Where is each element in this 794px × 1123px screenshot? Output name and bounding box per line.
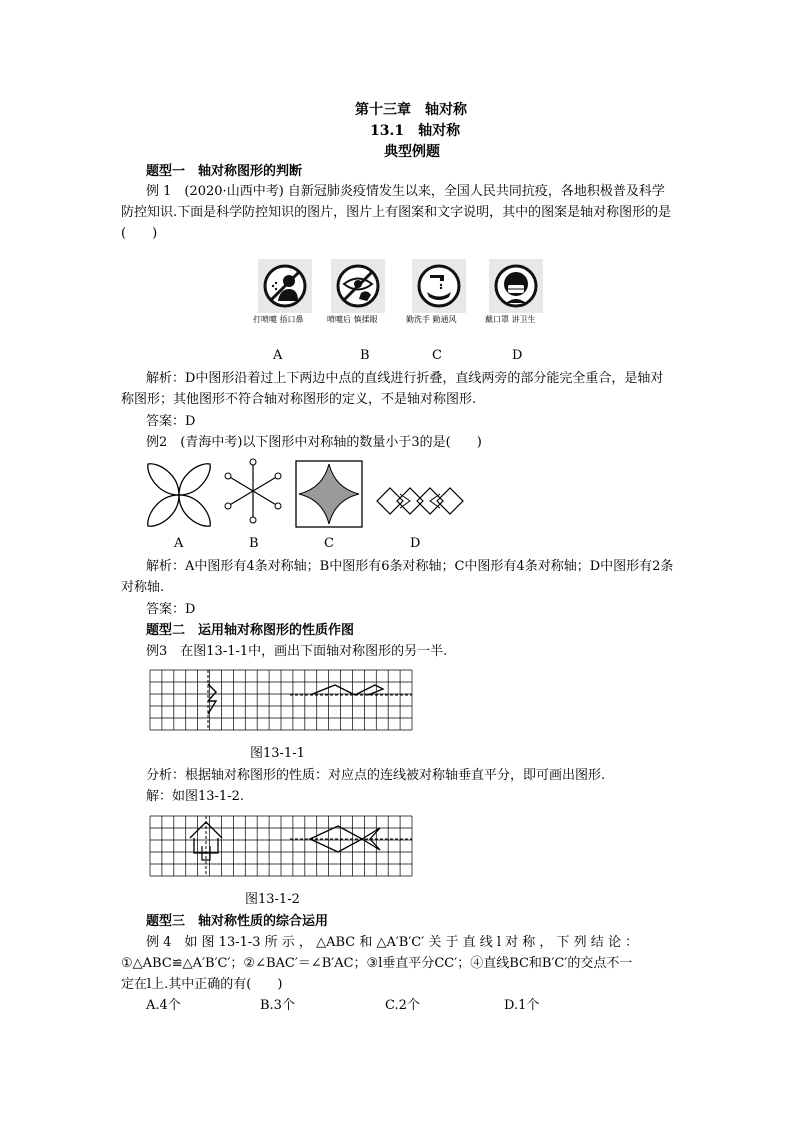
ex4-line3: 定在l上.其中正确的有( ) bbox=[121, 977, 283, 992]
icon-caption: 喷嚏后 慎揉眼 bbox=[327, 315, 378, 324]
option-label: B bbox=[249, 536, 259, 551]
grid-figure-2 bbox=[150, 816, 412, 876]
no-touch-eye-icon bbox=[331, 259, 385, 313]
option-label: A.4个 bbox=[146, 998, 181, 1013]
grid-figure-1 bbox=[150, 670, 412, 730]
option-label: C bbox=[432, 348, 442, 363]
type1-title: 题型一 轴对称图形的判断 bbox=[146, 164, 303, 179]
icon-caption: 戴口罩 讲卫生 bbox=[485, 315, 536, 324]
chapter-title: 第十三章 轴对称 bbox=[355, 102, 467, 118]
ex2-analysis: 解析：A中图形有4条对称轴；B中图形有6条对称轴；C中图形有4条对称轴；D中图形有2条对称轴. bbox=[121, 559, 674, 595]
mask-icon bbox=[489, 259, 543, 313]
option-label: D.1个 bbox=[504, 998, 540, 1013]
wash-hands-icon bbox=[412, 259, 466, 313]
option-label: A bbox=[273, 348, 283, 363]
fig2-caption: 图13-1-2 bbox=[245, 892, 300, 907]
ex3-analysis: 分析：根据轴对称图形的性质：对应点的连线被对称轴垂直平分，即可画出图形. bbox=[146, 768, 606, 783]
ex4-line2: ①△ABC≌△A′B′C′；②∠BAC′＝∠B′AC；③l垂直平分CC′；④直线BC和B′C′的交点不一 bbox=[121, 956, 633, 971]
option-label: D bbox=[512, 348, 523, 363]
six-spoke-figure bbox=[220, 458, 286, 524]
ex3-solution: 解：如图13-1-2. bbox=[146, 789, 245, 804]
type2-title: 题型二 运用轴对称图形的性质作图 bbox=[146, 623, 355, 638]
ex2-answer: 答案：D bbox=[146, 602, 196, 617]
four-petal-figure bbox=[146, 462, 212, 528]
diamond-chain-figure bbox=[375, 486, 465, 516]
option-label: B.3个 bbox=[260, 998, 295, 1013]
ex4-line1: 例 4 如 图 13-1-3 所 示 ， △ABC 和 △A′B′C′ 关 于 直 线 l 对 称 ， 下 列 结 论 ： bbox=[146, 935, 639, 950]
option-label: C bbox=[324, 536, 334, 551]
type3-title: 题型三 轴对称性质的综合运用 bbox=[146, 914, 329, 929]
option-label: C.2个 bbox=[385, 998, 420, 1013]
option-label: B bbox=[360, 348, 370, 363]
ex1-analysis: 解析：D中图形沿着过上下两边中点的直线进行折叠，直线两旁的部分能完全重合，是轴对称图形；其他图形不符合轴对称图形的定义，不是轴对称图形. bbox=[121, 371, 664, 407]
square-star-figure bbox=[295, 460, 363, 528]
section-title: 13.1 轴对称 bbox=[370, 123, 461, 139]
ex1-answer: 答案：D bbox=[146, 414, 196, 429]
ex3-text: 例3 在图13-1-1中，画出下面轴对称图形的另一半. bbox=[146, 644, 448, 659]
ex2-text: 例2 (青海中考)以下图形中对称轴的数量小于3的是( ) bbox=[146, 435, 482, 450]
icon-caption: 打喷嚏 捂口鼻 bbox=[253, 315, 304, 324]
icon-caption: 勤洗手 勤通风 bbox=[406, 315, 457, 324]
option-label: A bbox=[174, 536, 184, 551]
option-label: D bbox=[410, 536, 421, 551]
ex1-text: 例 1 (2020·山西中考) 自新冠肺炎疫情发生以来，全国人民共同抗疫，各地积极普及科学防控知识.下面是科学防控知识的图片，图片上有图案和文字说明，其中的图案是轴对称图形的是( ) bbox=[121, 184, 672, 241]
fig1-caption: 图13-1-1 bbox=[250, 746, 305, 761]
subsection-title: 典型例题 bbox=[384, 144, 440, 160]
no-sneeze-icon bbox=[258, 259, 312, 313]
